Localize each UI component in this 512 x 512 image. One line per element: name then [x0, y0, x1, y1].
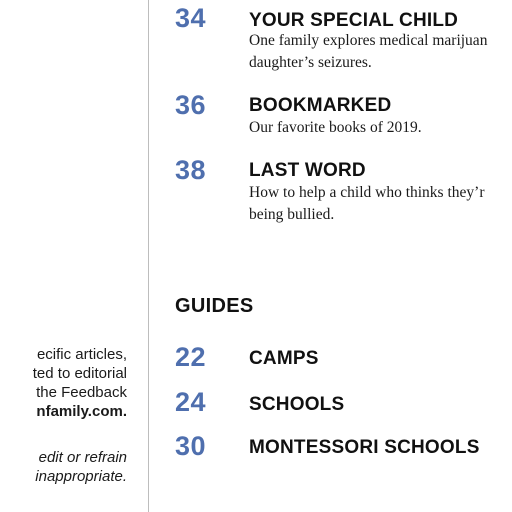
entry-title: LAST WORD — [249, 160, 366, 181]
entry-description-line: daughter’s seizures. — [249, 54, 372, 71]
entry-description-line: How to help a child who thinks they’r — [249, 184, 485, 201]
entry-title: SCHOOLS — [249, 394, 345, 415]
left-note-line: the Feedback — [36, 384, 127, 401]
page-number: 24 — [175, 387, 207, 417]
left-note-line: ecific articles, — [36, 346, 127, 363]
entry-title: MONTESSORI SCHOOLS — [249, 437, 480, 458]
page-number: 34 — [175, 3, 207, 33]
entry-description-line: being bullied. — [249, 206, 335, 223]
page-number: 38 — [175, 155, 207, 185]
left-note-line — [0, 403, 127, 421]
left-note-italic-line: edit or refrain — [38, 449, 127, 466]
entry-title: CAMPS — [249, 348, 319, 369]
left-column — [0, 0, 150, 512]
entry-description-line: One family explores medical marijuan — [249, 32, 488, 49]
entry-title: BOOKMARKED — [249, 95, 392, 116]
page-number: 36 — [175, 90, 207, 120]
column-divider — [148, 0, 149, 512]
guides-heading: GUIDES — [175, 295, 254, 317]
entry-title: YOUR SPECIAL CHILD — [249, 10, 459, 31]
left-note-italic-line: inappropriate. — [35, 468, 127, 485]
entry-description-line: Our favorite books of 2019. — [249, 119, 422, 136]
page-number: 30 — [175, 431, 207, 461]
left-note-email: nfamily.com. — [36, 403, 127, 420]
page-number: 22 — [175, 342, 207, 372]
left-note-line: ted to editorial — [32, 365, 127, 382]
